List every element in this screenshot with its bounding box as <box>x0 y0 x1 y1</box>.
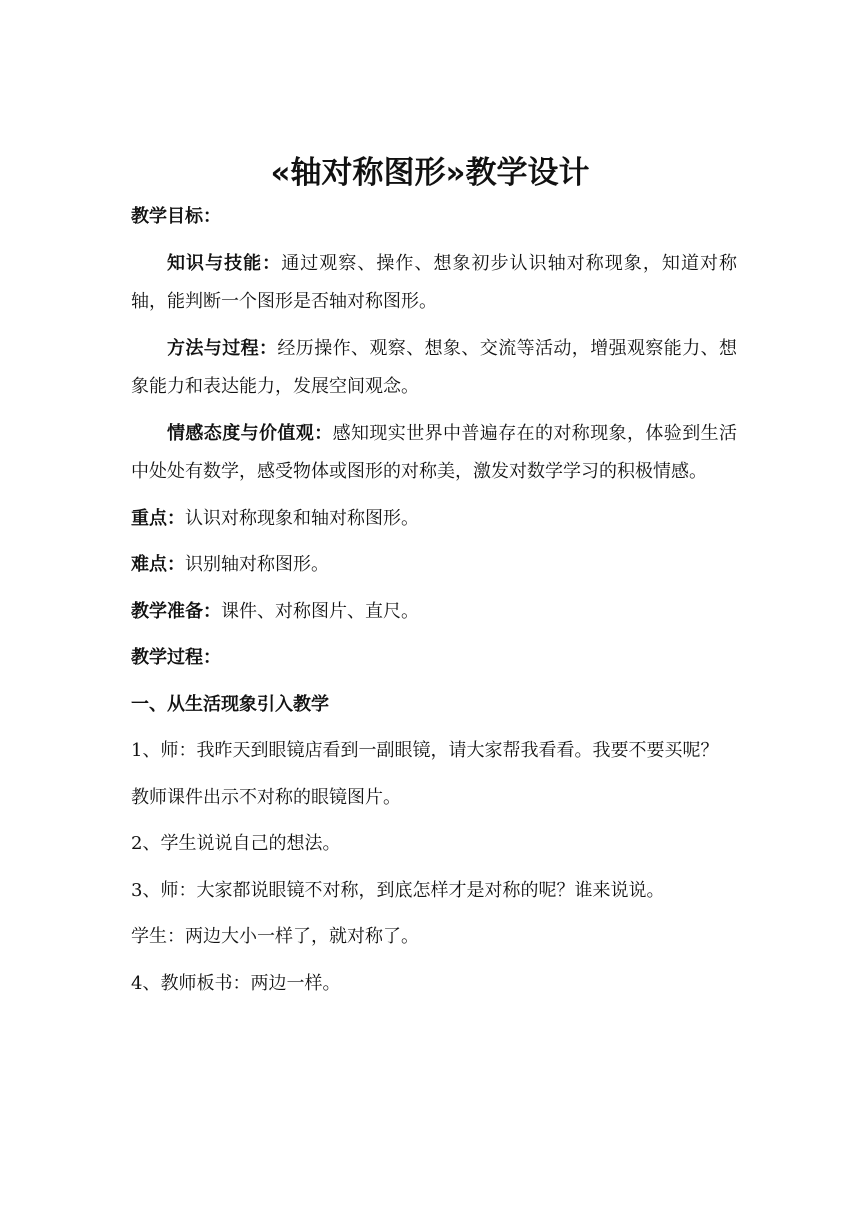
objective-label: 情感态度与价值观： <box>167 422 333 444</box>
objectives-heading: 教学目标： <box>131 206 221 227</box>
objective-label: 知识与技能： <box>167 252 282 274</box>
preparation <box>131 593 737 632</box>
process-heading: 教学过程： <box>131 647 221 668</box>
difficulty-label: 难点： <box>131 554 185 575</box>
preparation-text: 课件、对称图片、直尺。 <box>221 600 419 622</box>
difficulty <box>131 546 737 585</box>
step-paragraph: 教师课件出示不对称的眼镜图片。 <box>131 786 401 808</box>
objective-attitude <box>131 415 737 492</box>
objective-knowledge <box>131 245 737 322</box>
preparation-label: 教学准备： <box>131 600 221 622</box>
objective-text: 通过观察、操作、想象初步认识轴对称现象，知道对称轴，能判断一个图形是否轴对称图形。 <box>131 252 738 312</box>
difficulty-text: 识别轴对称图形。 <box>185 554 329 575</box>
objective-method <box>131 330 737 407</box>
key-point-text: 认识对称现象和轴对称图形。 <box>185 507 419 529</box>
objective-text: 感知现实世界中普遍存在的对称现象，体验到生活中处处有数学，感受物体或图形的对称美，激发对数学学习的积极情感。 <box>131 422 738 482</box>
step-paragraph: 3、师：大家都说眼镜不对称，到底怎样才是对称的呢？谁来说说。 <box>131 879 665 901</box>
objective-text: 经历操作、观察、想象、交流等活动，增强观察能力、想象能力和表达能力，发展空间观念。 <box>131 337 738 397</box>
key-point-label: 重点： <box>131 507 185 529</box>
step-paragraph: 2、学生说说自己的想法。 <box>131 833 341 854</box>
objective-label: 方法与过程： <box>167 337 278 359</box>
step-paragraph: 1、师：我昨天到眼镜店看到一副眼镜，请大家帮我看看。我要不要买呢？ <box>131 740 719 761</box>
section-heading: 一、从生活现象引入教学 <box>131 693 329 715</box>
document-title: «轴对称图形»教学设计 <box>270 155 590 191</box>
step-paragraph: 4、教师板书：两边一样。 <box>131 972 341 994</box>
key-point <box>131 500 737 539</box>
step-paragraph: 学生：两边大小一样了，就对称了。 <box>131 926 419 947</box>
document-body <box>131 198 737 1011</box>
